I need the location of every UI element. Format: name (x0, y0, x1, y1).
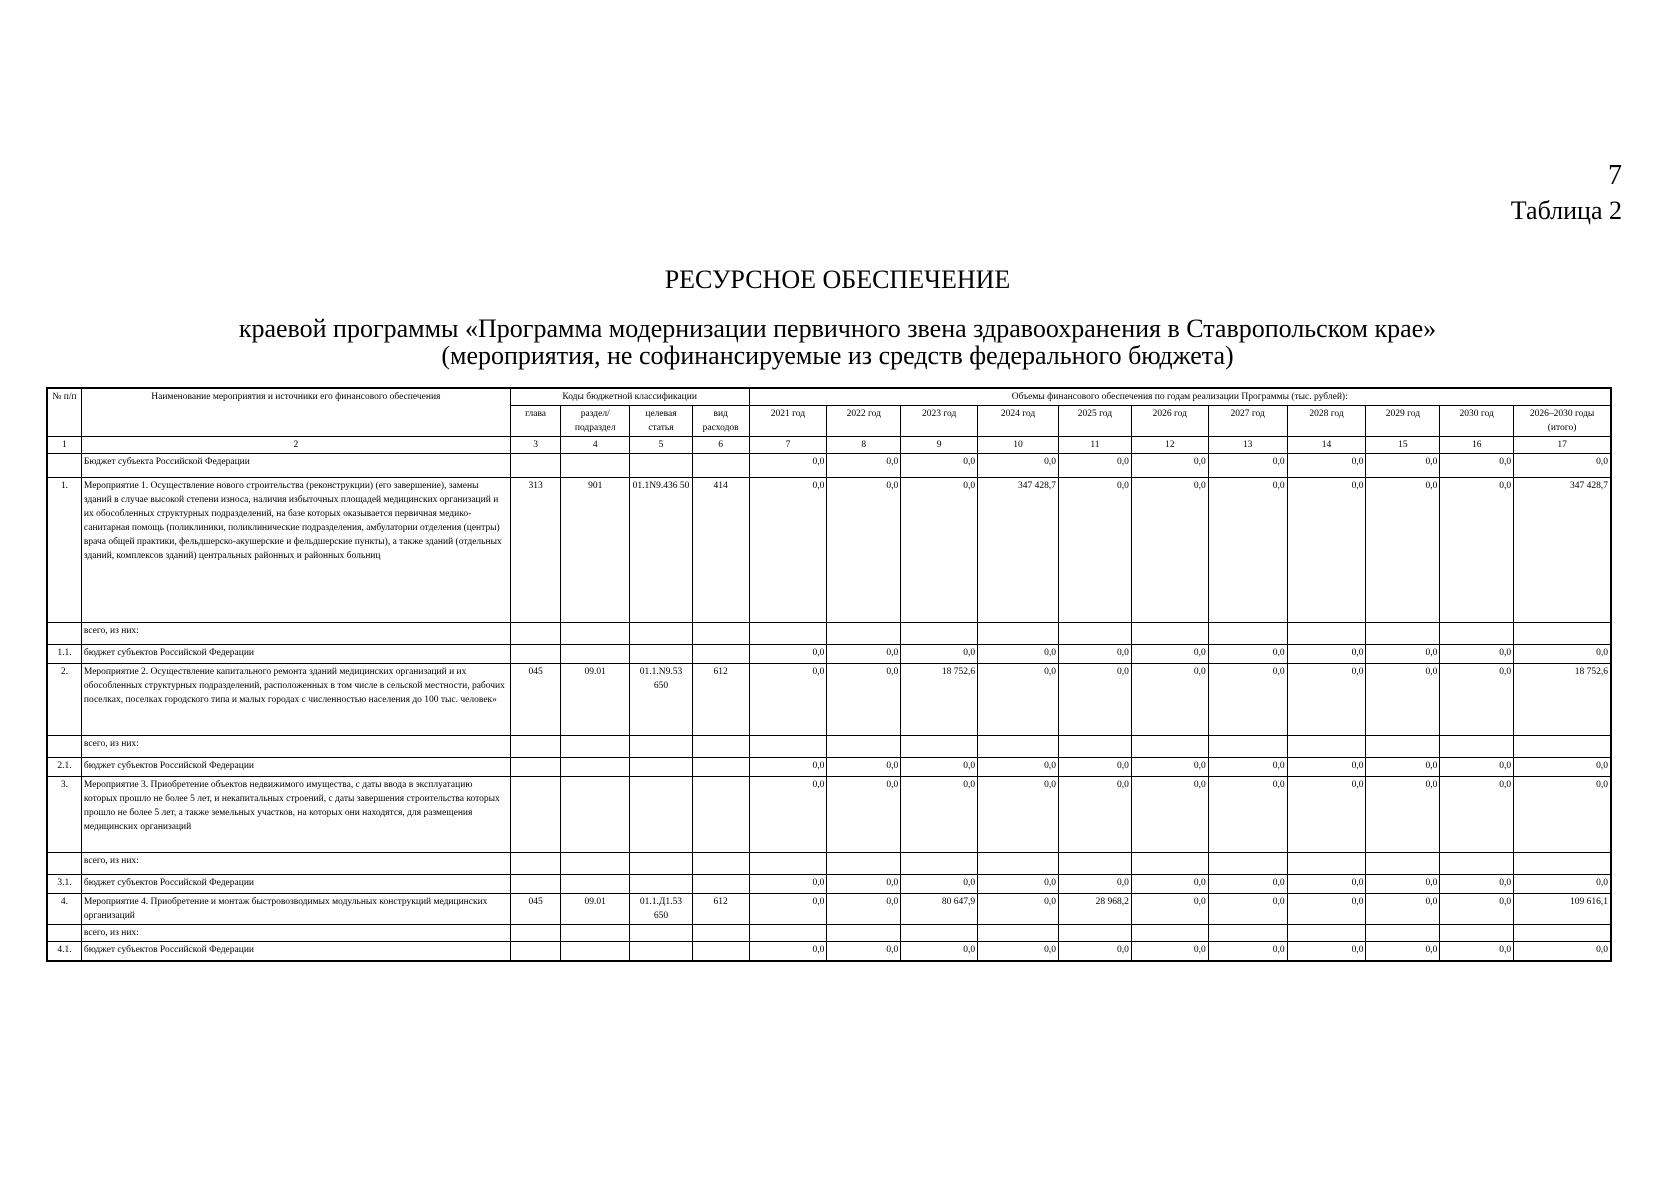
row-value: 0,0 (749, 664, 827, 736)
row-value: 80 647,9 (901, 894, 978, 925)
column-number: 2 (81, 437, 510, 454)
row-value (1208, 736, 1287, 758)
row-value: 0,0 (1131, 758, 1208, 777)
resource-table (46, 387, 1612, 962)
row-value: 0,0 (901, 645, 978, 664)
row-value: 0,0 (749, 894, 827, 925)
row-name: бюджет субъектов Российской Федерации (81, 942, 510, 961)
row-value: 0,0 (901, 875, 978, 894)
row-name: бюджет субъектов Российской Федерации (81, 875, 510, 894)
row-value: 0,0 (1287, 942, 1366, 961)
row-value (978, 853, 1059, 875)
row-value: 0,0 (1287, 875, 1366, 894)
row-value: 0,0 (1059, 664, 1132, 736)
row-code-statya (630, 777, 693, 853)
row-code-glava (510, 736, 561, 758)
row-value (1366, 736, 1440, 758)
row-value (1514, 925, 1611, 942)
row-value: 0,0 (978, 664, 1059, 736)
row-code-vid (692, 875, 749, 894)
row-value (827, 925, 901, 942)
row-code-statya (630, 758, 693, 777)
header-year-8: 2029 год (1366, 406, 1440, 437)
row-value: 0,0 (1514, 758, 1611, 777)
header-volumes-group: Объемы финансового обеспечения по годам реализации Программы (тыс. рублей): (749, 388, 1611, 406)
row-value (827, 736, 901, 758)
row-value: 0,0 (1208, 894, 1287, 925)
table-label: Таблица 2 (1510, 196, 1622, 225)
row-value: 0,0 (827, 942, 901, 961)
row-value: 0,0 (1366, 875, 1440, 894)
header-year-5: 2026 год (1131, 406, 1208, 437)
row-code-razdel (561, 758, 630, 777)
row-code-glava (510, 875, 561, 894)
row-value (978, 736, 1059, 758)
column-number: 4 (561, 437, 630, 454)
row-value (978, 623, 1059, 645)
row-value (749, 853, 827, 875)
row-number (47, 853, 81, 875)
row-value: 0,0 (1514, 942, 1611, 961)
row-code-razdel (561, 875, 630, 894)
header-code-1: раздел/ подраздел (561, 406, 630, 437)
row-value: 347 428,7 (1514, 478, 1611, 623)
row-code-glava: 045 (510, 664, 561, 736)
row-value: 0,0 (1059, 454, 1132, 478)
table-row (47, 758, 1611, 777)
row-value: 0,0 (827, 875, 901, 894)
row-value (901, 925, 978, 942)
row-code-statya (630, 454, 693, 478)
row-code-vid (692, 736, 749, 758)
header-row-1 (47, 388, 1611, 406)
row-value (1440, 623, 1514, 645)
row-code-vid (692, 853, 749, 875)
row-value: 18 752,6 (1514, 664, 1611, 736)
table-row (47, 925, 1611, 942)
row-value: 0,0 (1287, 664, 1366, 736)
column-number: 9 (901, 437, 978, 454)
row-value: 0,0 (1287, 894, 1366, 925)
row-value: 0,0 (1208, 645, 1287, 664)
row-code-razdel: 901 (561, 478, 630, 623)
row-code-glava (510, 454, 561, 478)
column-number: 7 (749, 437, 827, 454)
row-value: 0,0 (978, 758, 1059, 777)
row-code-statya: 01.1.N9.53 650 (630, 664, 693, 736)
row-value (1131, 853, 1208, 875)
header-year-10: 2026–2030 годы (итого) (1514, 406, 1611, 437)
row-value (1366, 623, 1440, 645)
row-value (1514, 736, 1611, 758)
row-name: Мероприятие 1. Осуществление нового строительства (реконструкции) (его завершение), замены зданий в случае высокой степени износа, наличия избыточных площадей медицинских организаций и их обособленных структурных подразделений, на базе которых оказывается первичная медико-санитарная помощь (поликлиники, поликлинические подразделения, амбулатории отделения (центры) врача общей практики, фельдшерско-акушерские и фельдшерские пункты), а также зданий (отдельных зданий, комплексов зданий) центральных районных и районных больниц (81, 478, 510, 623)
row-value (1514, 853, 1611, 875)
table-row (47, 623, 1611, 645)
row-value (1287, 925, 1366, 942)
row-number: 2. (47, 664, 81, 736)
row-code-vid (692, 623, 749, 645)
row-value: 0,0 (978, 942, 1059, 961)
row-value: 0,0 (978, 454, 1059, 478)
row-value (1287, 736, 1366, 758)
row-value: 0,0 (901, 942, 978, 961)
row-code-statya (630, 853, 693, 875)
column-number: 3 (510, 437, 561, 454)
row-value: 0,0 (1131, 942, 1208, 961)
row-code-glava (510, 942, 561, 961)
row-code-razdel (561, 942, 630, 961)
row-name: всего, из них: (81, 925, 510, 942)
row-code-razdel (561, 645, 630, 664)
table-row (47, 454, 1611, 478)
column-number: 13 (1208, 437, 1287, 454)
row-value (1366, 925, 1440, 942)
row-value: 0,0 (1208, 454, 1287, 478)
row-value: 0,0 (1440, 777, 1514, 853)
row-value: 0,0 (1208, 942, 1287, 961)
row-code-statya (630, 645, 693, 664)
row-value (749, 925, 827, 942)
row-value: 0,0 (1208, 758, 1287, 777)
row-name: Мероприятие 4. Приобретение и монтаж быстровозводимых модульных конструкций медицинских организаций (81, 894, 510, 925)
header-name: Наименование мероприятия и источники его финансового обеспечения (81, 388, 510, 437)
row-value (1131, 925, 1208, 942)
row-value: 0,0 (1059, 875, 1132, 894)
row-code-glava (510, 645, 561, 664)
column-number: 10 (978, 437, 1059, 454)
header-num: № п/п (47, 388, 81, 437)
row-code-vid (692, 454, 749, 478)
header-year-4: 2025 год (1059, 406, 1132, 437)
row-value: 0,0 (1440, 478, 1514, 623)
header-year-1: 2022 год (827, 406, 901, 437)
row-value (1059, 736, 1132, 758)
row-value: 0,0 (1059, 645, 1132, 664)
row-value: 0,0 (1440, 942, 1514, 961)
row-code-statya (630, 623, 693, 645)
row-value: 0,0 (1366, 894, 1440, 925)
row-value: 18 752,6 (901, 664, 978, 736)
row-code-glava (510, 623, 561, 645)
row-code-statya (630, 875, 693, 894)
row-code-razdel (561, 623, 630, 645)
row-value: 0,0 (749, 645, 827, 664)
row-name: бюджет субъектов Российской Федерации (81, 758, 510, 777)
row-code-vid (692, 942, 749, 961)
row-value: 0,0 (749, 777, 827, 853)
row-value (1208, 623, 1287, 645)
row-value: 0,0 (1059, 777, 1132, 853)
row-value (827, 623, 901, 645)
row-value: 0,0 (749, 454, 827, 478)
row-value: 0,0 (827, 645, 901, 664)
row-name: всего, из них: (81, 736, 510, 758)
row-value (1440, 736, 1514, 758)
row-value (901, 853, 978, 875)
table-row (47, 894, 1611, 925)
row-value: 0,0 (827, 478, 901, 623)
row-value (1440, 925, 1514, 942)
row-value: 0,0 (1131, 777, 1208, 853)
table-row (47, 942, 1611, 961)
row-value: 109 616,1 (1514, 894, 1611, 925)
row-name: всего, из них: (81, 623, 510, 645)
row-value: 0,0 (1366, 758, 1440, 777)
row-number (47, 623, 81, 645)
row-value: 0,0 (901, 454, 978, 478)
row-value: 0,0 (749, 758, 827, 777)
row-value (1287, 623, 1366, 645)
row-value: 0,0 (1287, 478, 1366, 623)
row-number: 4. (47, 894, 81, 925)
row-code-glava (510, 853, 561, 875)
document-title: РЕСУРСНОЕ ОБЕСПЕЧЕНИЕ (664, 265, 1011, 294)
row-code-statya: 01.1N9.436 50 (630, 478, 693, 623)
row-value: 0,0 (1059, 758, 1132, 777)
row-value (749, 623, 827, 645)
row-value: 0,0 (1059, 478, 1132, 623)
row-code-razdel: 09.01 (561, 664, 630, 736)
row-value: 0,0 (1440, 875, 1514, 894)
header-year-2: 2023 год (901, 406, 978, 437)
row-code-vid (692, 925, 749, 942)
subtitle-line-1: краевой программы «Программа модернизации первичного звена здравоохранения в Ставропольском крае» (238, 314, 1437, 343)
row-number (47, 925, 81, 942)
header-year-3: 2024 год (978, 406, 1059, 437)
row-code-glava (510, 777, 561, 853)
row-value (1208, 853, 1287, 875)
row-code-razdel (561, 925, 630, 942)
page-number: 7 (1608, 160, 1622, 191)
row-value: 0,0 (1440, 645, 1514, 664)
row-value (901, 736, 978, 758)
row-code-glava: 045 (510, 894, 561, 925)
row-code-glava (510, 925, 561, 942)
row-code-vid (692, 758, 749, 777)
row-value (901, 623, 978, 645)
table-body (47, 454, 1611, 961)
row-value: 0,0 (1208, 664, 1287, 736)
row-value: 0,0 (901, 777, 978, 853)
header-column-numbers (47, 437, 1611, 454)
row-number: 1.1. (47, 645, 81, 664)
row-value: 0,0 (827, 777, 901, 853)
row-name: бюджет субъектов Российской Федерации (81, 645, 510, 664)
row-code-vid: 414 (692, 478, 749, 623)
row-value: 0,0 (1440, 454, 1514, 478)
table-row (47, 777, 1611, 853)
column-number: 5 (630, 437, 693, 454)
row-value: 0,0 (978, 777, 1059, 853)
row-value (1514, 623, 1611, 645)
row-value (1131, 623, 1208, 645)
row-value (1059, 925, 1132, 942)
row-value: 0,0 (1366, 454, 1440, 478)
row-value (1059, 853, 1132, 875)
header-code-0: глава (510, 406, 561, 437)
row-value: 0,0 (1440, 758, 1514, 777)
header-codes-group: Коды бюджетной классификации (510, 388, 749, 406)
row-value (1287, 853, 1366, 875)
row-code-statya (630, 925, 693, 942)
table-row (47, 875, 1611, 894)
row-name: Бюджет субъекта Российской Федерации (81, 454, 510, 478)
row-value: 0,0 (1440, 894, 1514, 925)
row-value: 0,0 (1131, 645, 1208, 664)
subtitle-line-2: (мероприятия, не софинансируемые из средств федерального бюджета) (441, 341, 1234, 370)
header-year-6: 2027 год (1208, 406, 1287, 437)
row-code-razdel (561, 777, 630, 853)
row-code-vid: 612 (692, 894, 749, 925)
table-row (47, 645, 1611, 664)
row-code-statya (630, 736, 693, 758)
row-value (1059, 623, 1132, 645)
row-name: Мероприятие 2. Осуществление капитального ремонта зданий медицинских организаций и их обособленных структурных подразделений, расположенных в том числе в сельской местности, рабочих поселках, поселках городского типа и малых городах с численностью населения до 100 тыс. человек» (81, 664, 510, 736)
row-value: 0,0 (1366, 664, 1440, 736)
header-year-9: 2030 год (1440, 406, 1514, 437)
row-code-razdel (561, 853, 630, 875)
row-value: 0,0 (827, 758, 901, 777)
row-code-razdel (561, 454, 630, 478)
table-row (47, 478, 1611, 623)
row-value: 0,0 (1131, 664, 1208, 736)
column-number: 12 (1131, 437, 1208, 454)
row-value: 0,0 (1514, 777, 1611, 853)
row-code-statya (630, 942, 693, 961)
row-value (1440, 853, 1514, 875)
row-value: 0,0 (1287, 777, 1366, 853)
row-value: 0,0 (1366, 942, 1440, 961)
row-value: 0,0 (749, 478, 827, 623)
header-code-2: целевая статья (630, 406, 693, 437)
row-value (749, 736, 827, 758)
header-code-3: вид расходов (692, 406, 749, 437)
column-number: 8 (827, 437, 901, 454)
row-value: 0,0 (1514, 454, 1611, 478)
row-value: 0,0 (1131, 894, 1208, 925)
row-value: 0,0 (827, 894, 901, 925)
row-code-glava (510, 758, 561, 777)
row-value: 0,0 (901, 758, 978, 777)
column-number: 16 (1440, 437, 1514, 454)
row-name: Мероприятие 3. Приобретение объектов недвижимого имущества, с даты ввода в эксплуатацию которых прошло не более 5 лет, и некапитальных строений, с даты завершения строительства которых прошло не более 5 лет, а также земельных участков, на которых они находятся, для размещения медицинских организаций (81, 777, 510, 853)
row-value: 0,0 (1059, 942, 1132, 961)
row-value (827, 853, 901, 875)
row-number: 3. (47, 777, 81, 853)
row-value: 0,0 (749, 942, 827, 961)
row-value: 0,0 (1208, 875, 1287, 894)
row-code-razdel: 09.01 (561, 894, 630, 925)
document-subtitle (0, 315, 1675, 369)
row-value: 0,0 (1366, 645, 1440, 664)
column-number: 6 (692, 437, 749, 454)
row-value: 0,0 (1208, 777, 1287, 853)
row-value: 0,0 (1287, 645, 1366, 664)
row-number: 3.1. (47, 875, 81, 894)
table-row (47, 664, 1611, 736)
column-number: 14 (1287, 437, 1366, 454)
row-code-vid (692, 645, 749, 664)
row-code-glava: 313 (510, 478, 561, 623)
row-value: 0,0 (1514, 645, 1611, 664)
row-code-razdel (561, 736, 630, 758)
row-value (1131, 736, 1208, 758)
row-value: 0,0 (1131, 478, 1208, 623)
row-number (47, 736, 81, 758)
row-value: 0,0 (1514, 875, 1611, 894)
row-value (1208, 925, 1287, 942)
row-value: 0,0 (827, 454, 901, 478)
row-value: 0,0 (827, 664, 901, 736)
row-value: 0,0 (1287, 454, 1366, 478)
table-row (47, 736, 1611, 758)
row-value: 0,0 (1131, 454, 1208, 478)
row-value: 0,0 (1131, 875, 1208, 894)
row-value: 0,0 (978, 875, 1059, 894)
column-number: 1 (47, 437, 81, 454)
row-value: 0,0 (749, 875, 827, 894)
row-number: 4.1. (47, 942, 81, 961)
row-number (47, 454, 81, 478)
row-value: 0,0 (1287, 758, 1366, 777)
row-number: 1. (47, 478, 81, 623)
column-number: 11 (1059, 437, 1132, 454)
row-value: 347 428,7 (978, 478, 1059, 623)
row-value: 0,0 (978, 645, 1059, 664)
row-value: 0,0 (1366, 777, 1440, 853)
table-row (47, 853, 1611, 875)
header-year-0: 2021 год (749, 406, 827, 437)
row-name: всего, из них: (81, 853, 510, 875)
row-value: 28 968,2 (1059, 894, 1132, 925)
column-number: 15 (1366, 437, 1440, 454)
row-number: 2.1. (47, 758, 81, 777)
header-year-7: 2028 год (1287, 406, 1366, 437)
row-value: 0,0 (978, 894, 1059, 925)
row-value: 0,0 (1366, 478, 1440, 623)
row-code-vid (692, 777, 749, 853)
row-value (978, 925, 1059, 942)
row-value: 0,0 (1440, 664, 1514, 736)
row-value: 0,0 (901, 478, 978, 623)
column-number: 17 (1514, 437, 1611, 454)
row-value: 0,0 (1208, 478, 1287, 623)
row-value (1366, 853, 1440, 875)
row-code-statya: 01.1.Д1.53 650 (630, 894, 693, 925)
row-code-vid: 612 (692, 664, 749, 736)
